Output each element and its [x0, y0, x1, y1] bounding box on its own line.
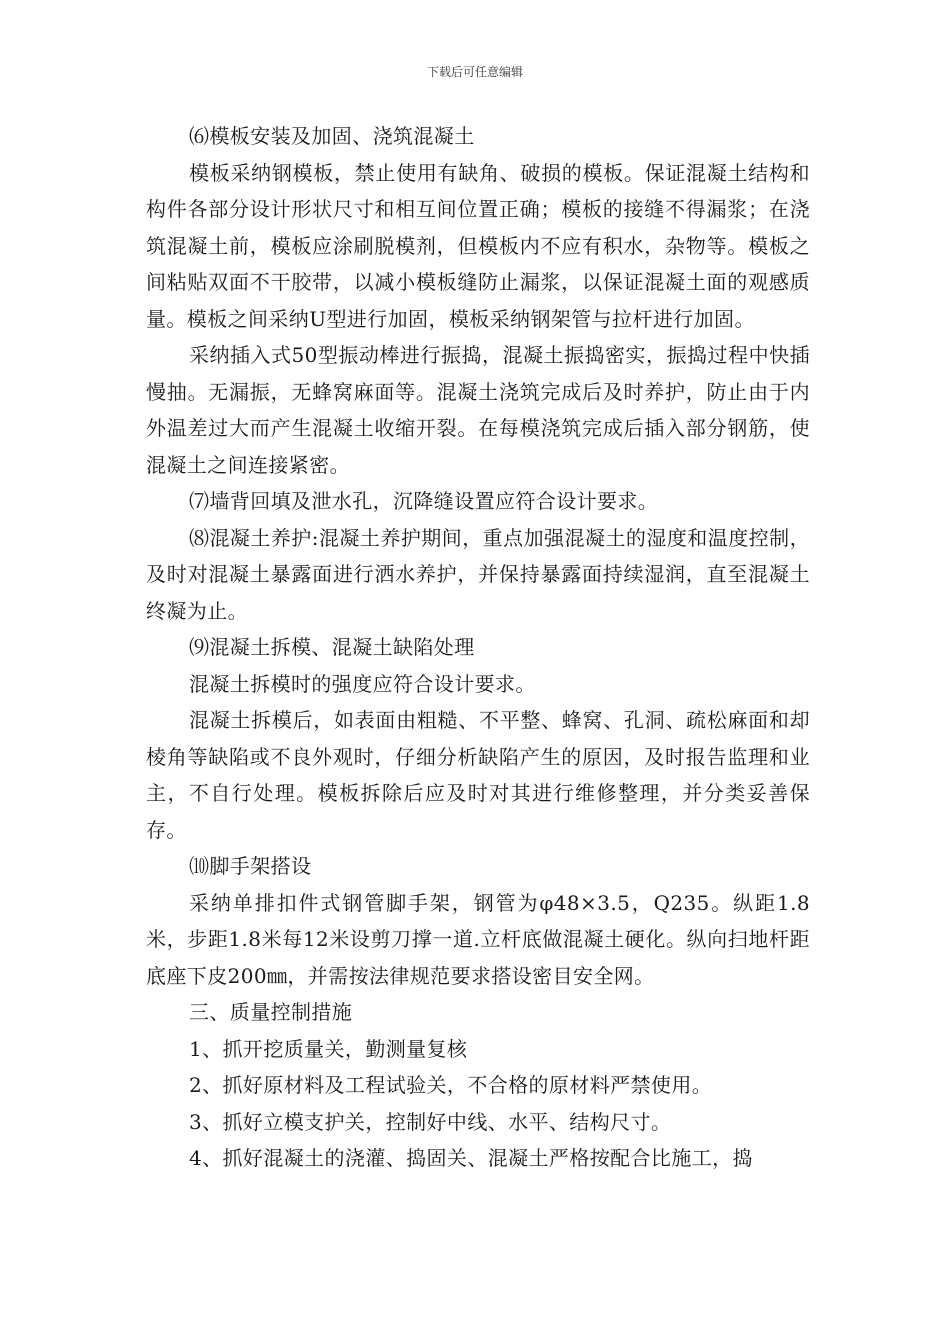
paragraph-formwork-requirements: 模板采纳钢模板，禁止使用有缺角、破损的模板。保证混凝土结构和构件各部分设计形状尺寸和相互间位置正确；模板的接缝不得漏浆；在浇筑混凝土前，模板应涂刷脱模剂，但模板内不应有积水，杂物等。模板之间粘贴双面不干胶带，以减小模板缝防止漏浆，以保证混凝土面的观感质量。模板之间采纳U型进行加固，模板采纳钢架管与拉杆进行加固。 — [146, 160, 810, 331]
section-heading-backfill: ⑺墙背回填及泄水孔，沉降缝设置应符合设计要求。 — [189, 489, 659, 513]
list-item-1: 1、抓开挖质量关，勤测量复核 — [189, 1036, 468, 1061]
paragraph-scaffolding: 采纳单排扣件式钢管脚手架，钢管为φ48×3.5，Q235。纵距1.8米，步距1.8米每12米设剪刀撑一道.立杆底做混凝土硬化。纵向扫地杆距底座下皮200㎜，并需按法律规范要求搭设密目安全网。 — [146, 890, 810, 988]
section-heading-formwork: ⑹模板安装及加固、浇筑混凝土 — [189, 124, 475, 148]
section-heading-quality-control: 三、质量控制措施 — [189, 1000, 353, 1024]
document-body — [146, 118, 810, 1177]
page-header-note: 下载后可任意编辑 — [426, 65, 523, 79]
list-item-4: 4、抓好混凝土的浇灌、捣固关、混凝土严格按配合比施工，捣 — [189, 1146, 753, 1170]
paragraph-removal-strength: 混凝土拆模时的强度应符合设计要求。 — [189, 671, 536, 696]
section-heading-form-removal: ⑼混凝土拆模、混凝土缺陷处理 — [189, 635, 475, 659]
list-item-2: 2、抓好原材料及工程试验关，不合格的原材料严禁使用。 — [189, 1073, 713, 1097]
section-heading-scaffolding: ⑽脚手架搭设 — [189, 854, 312, 878]
paragraph-curing: ⑻混凝土养护:混凝土养护期间，重点加强混凝土的湿度和温度控制，及时对混凝土暴露面进行洒水养护，并保持暴露面持续湿润，直至混凝土终凝为止。 — [146, 525, 810, 623]
list-item-3: 3、抓好立模支护关，控制好中线、水平、结构尺寸。 — [189, 1109, 672, 1134]
paragraph-defect-handling: 混凝土拆模后，如表面由粗糙、不平整、蜂窝、孔洞、疏松麻面和却棱角等缺陷或不良外观时，仔细分析缺陷产生的原因，及时报告监理和业主，不自行处理。模板拆除后应及时对其进行维修整理，并分类妥善保存。 — [146, 708, 810, 842]
paragraph-vibration: 采纳插入式50型振动棒进行振捣，混凝土振捣密实，振捣过程中快插慢抽。无漏振，无蜂窝麻面等。混凝土浇筑完成后及时养护，防止由于内外温差过大而产生混凝土收缩开裂。在每模浇筑完成后插入部分钢筋，使混凝土之间连接紧密。 — [146, 343, 810, 477]
